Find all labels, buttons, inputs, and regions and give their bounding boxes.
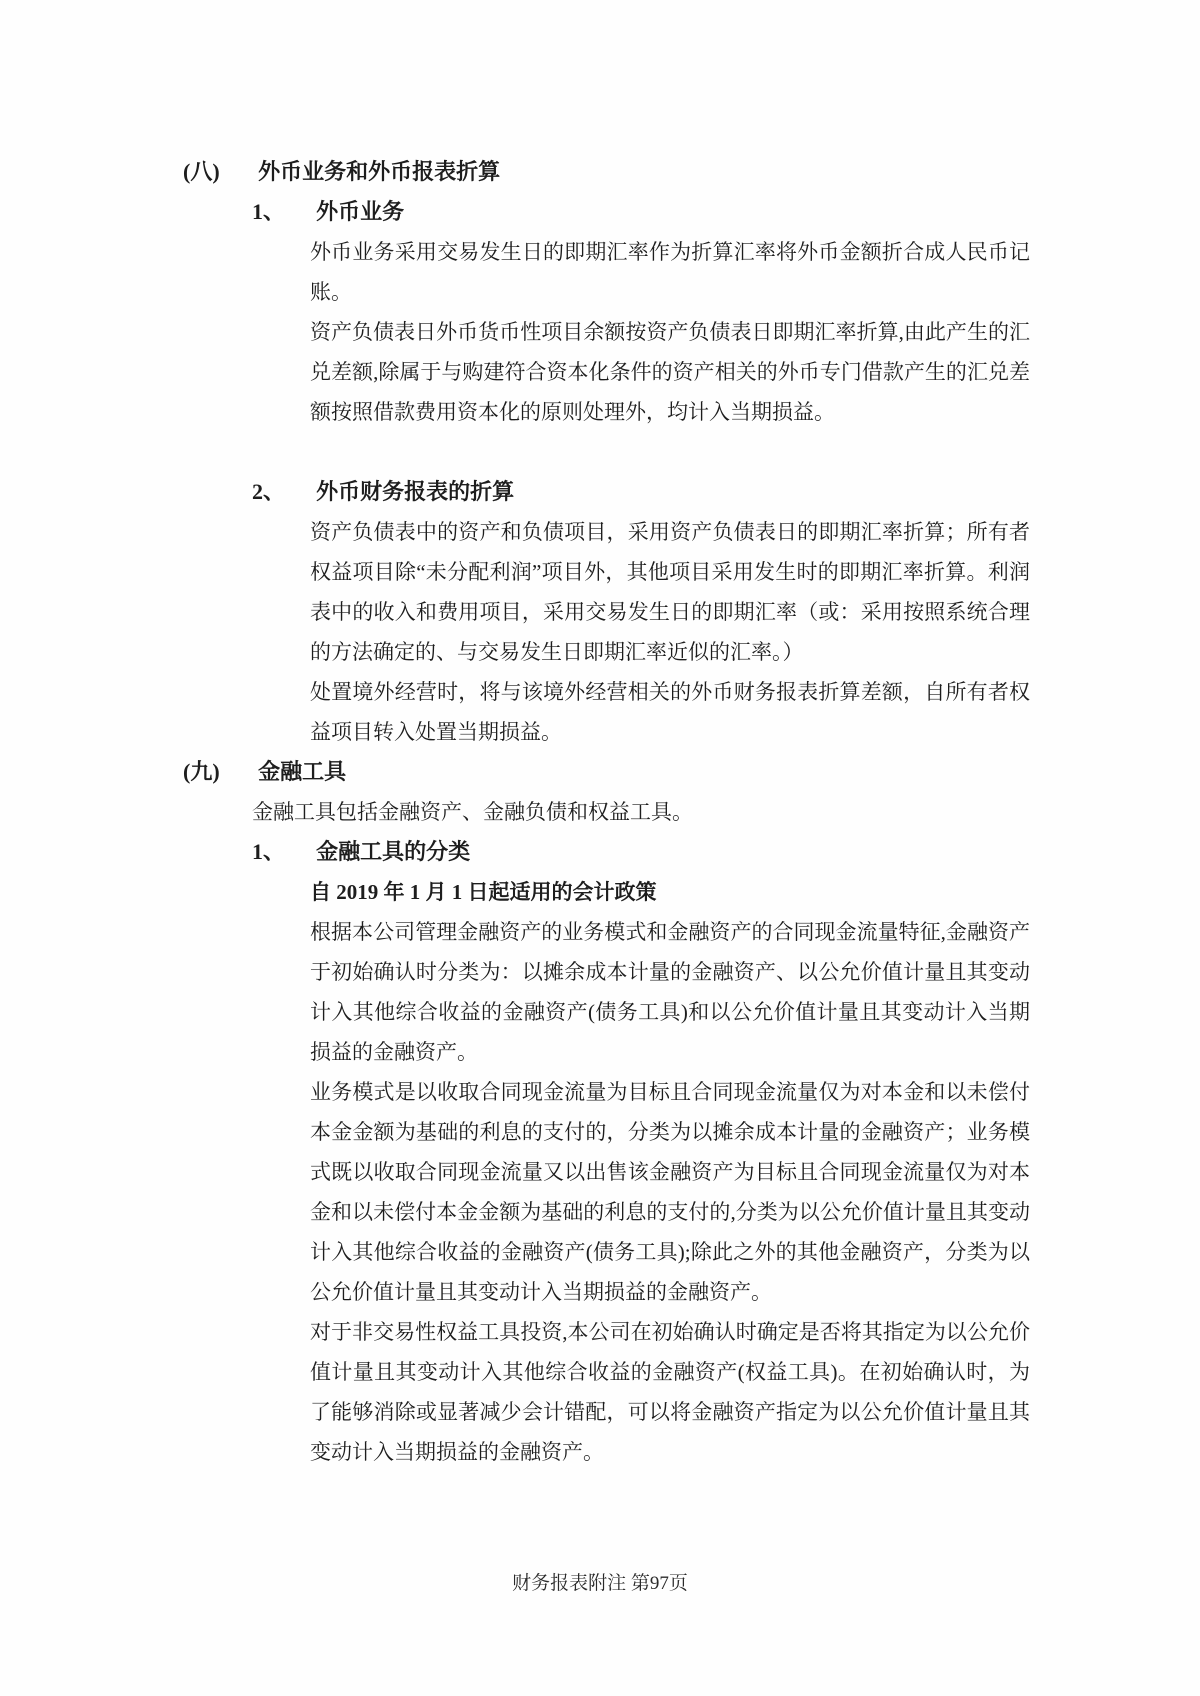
section-8-2-title: 外币财务报表的折算	[316, 479, 515, 504]
paragraph-classification-2: 业务模式是以收取合同现金流量为目标且合同现金流量仅为对本金和以未偿付本金金额为基础的利息的支付的，分类为以摊余成本计量的金融资产；业务模式既以收取合同现金流量又以出售该金融资产为目标且合同现金流量仅为对本金和以未偿付本金金额为基础的利息的支付的,分类为以公允价值计量且其变动计入其他综合收益的金融资产(债务工具);除此之外的其他金融资产，分类为以公允价值计量且其变动计入当期损益的金融资产。	[310, 1080, 1030, 1304]
section-8-2-marker: 2、	[252, 479, 286, 504]
section-9-1-marker: 1、	[252, 839, 286, 864]
paragraph-financial-instruments-intro: 金融工具包括金融资产、金融负债和权益工具。	[252, 800, 693, 824]
document-body	[0, 152, 1200, 1472]
paragraph-classification-1: 根据本公司管理金融资产的业务模式和金融资产的合同现金流量特征,金融资产于初始确认时分类为：以摊余成本计量的金融资产、以公允价值计量且其变动计入其他综合收益的金融资产(债务工具)和以公允价值计量且其变动计入当期损益的金融资产。	[310, 920, 1030, 1064]
section-8-2-heading	[0, 472, 1200, 512]
section-9-title: 金融工具	[258, 759, 347, 784]
section-8-marker: (八)	[183, 159, 220, 184]
paragraph-foreign-currency-1: 外币业务采用交易发生日的即期汇率作为折算汇率将外币金额折合成人民币记账。	[310, 240, 1030, 304]
section-9-heading	[0, 752, 1200, 792]
section-8-1-heading	[0, 192, 1200, 232]
blank-line	[0, 432, 1200, 472]
section-8-title: 外币业务和外币报表折算	[258, 159, 501, 184]
page-footer	[0, 1570, 1200, 1598]
paragraph-classification-3: 对于非交易性权益工具投资,本公司在初始确认时确定是否将其指定为以公允价值计量且其变动计入其他综合收益的金融资产(权益工具)。在初始确认时，为了能够消除或显著减少会计错配，可以将金融资产指定为以公允价值计量且其变动计入当期损益的金融资产。	[310, 1320, 1030, 1464]
section-9-marker: (九)	[183, 759, 220, 784]
section-8-1-title: 外币业务	[316, 199, 405, 224]
policy-subheading: 自 2019 年 1 月 1 日起适用的会计政策	[310, 880, 657, 904]
paragraph-translation-2: 处置境外经营时，将与该境外经营相关的外币财务报表折算差额，自所有者权益项目转入处置当期损益。	[310, 680, 1030, 744]
section-9-1-heading	[0, 832, 1200, 872]
footer-page-label: 财务报表附注 第97页	[512, 1573, 688, 1594]
section-8-heading	[0, 152, 1200, 192]
section-8-1-marker: 1、	[252, 199, 286, 224]
section-9-1-title: 金融工具的分类	[316, 839, 471, 864]
paragraph-foreign-currency-2: 资产负债表日外币货币性项目余额按资产负债表日即期汇率折算,由此产生的汇兑差额,除属于与购建符合资本化条件的资产相关的外币专门借款产生的汇兑差额按照借款费用资本化的原则处理外，均计入当期损益。	[310, 320, 1030, 424]
paragraph-translation-1: 资产负债表中的资产和负债项目，采用资产负债表日的即期汇率折算；所有者权益项目除“未分配利润”项目外，其他项目采用发生时的即期汇率折算。利润表中的收入和费用项目，采用交易发生日的即期汇率（或：采用按照系统合理的方法确定的、与交易发生日即期汇率近似的汇率。）	[310, 520, 1030, 664]
